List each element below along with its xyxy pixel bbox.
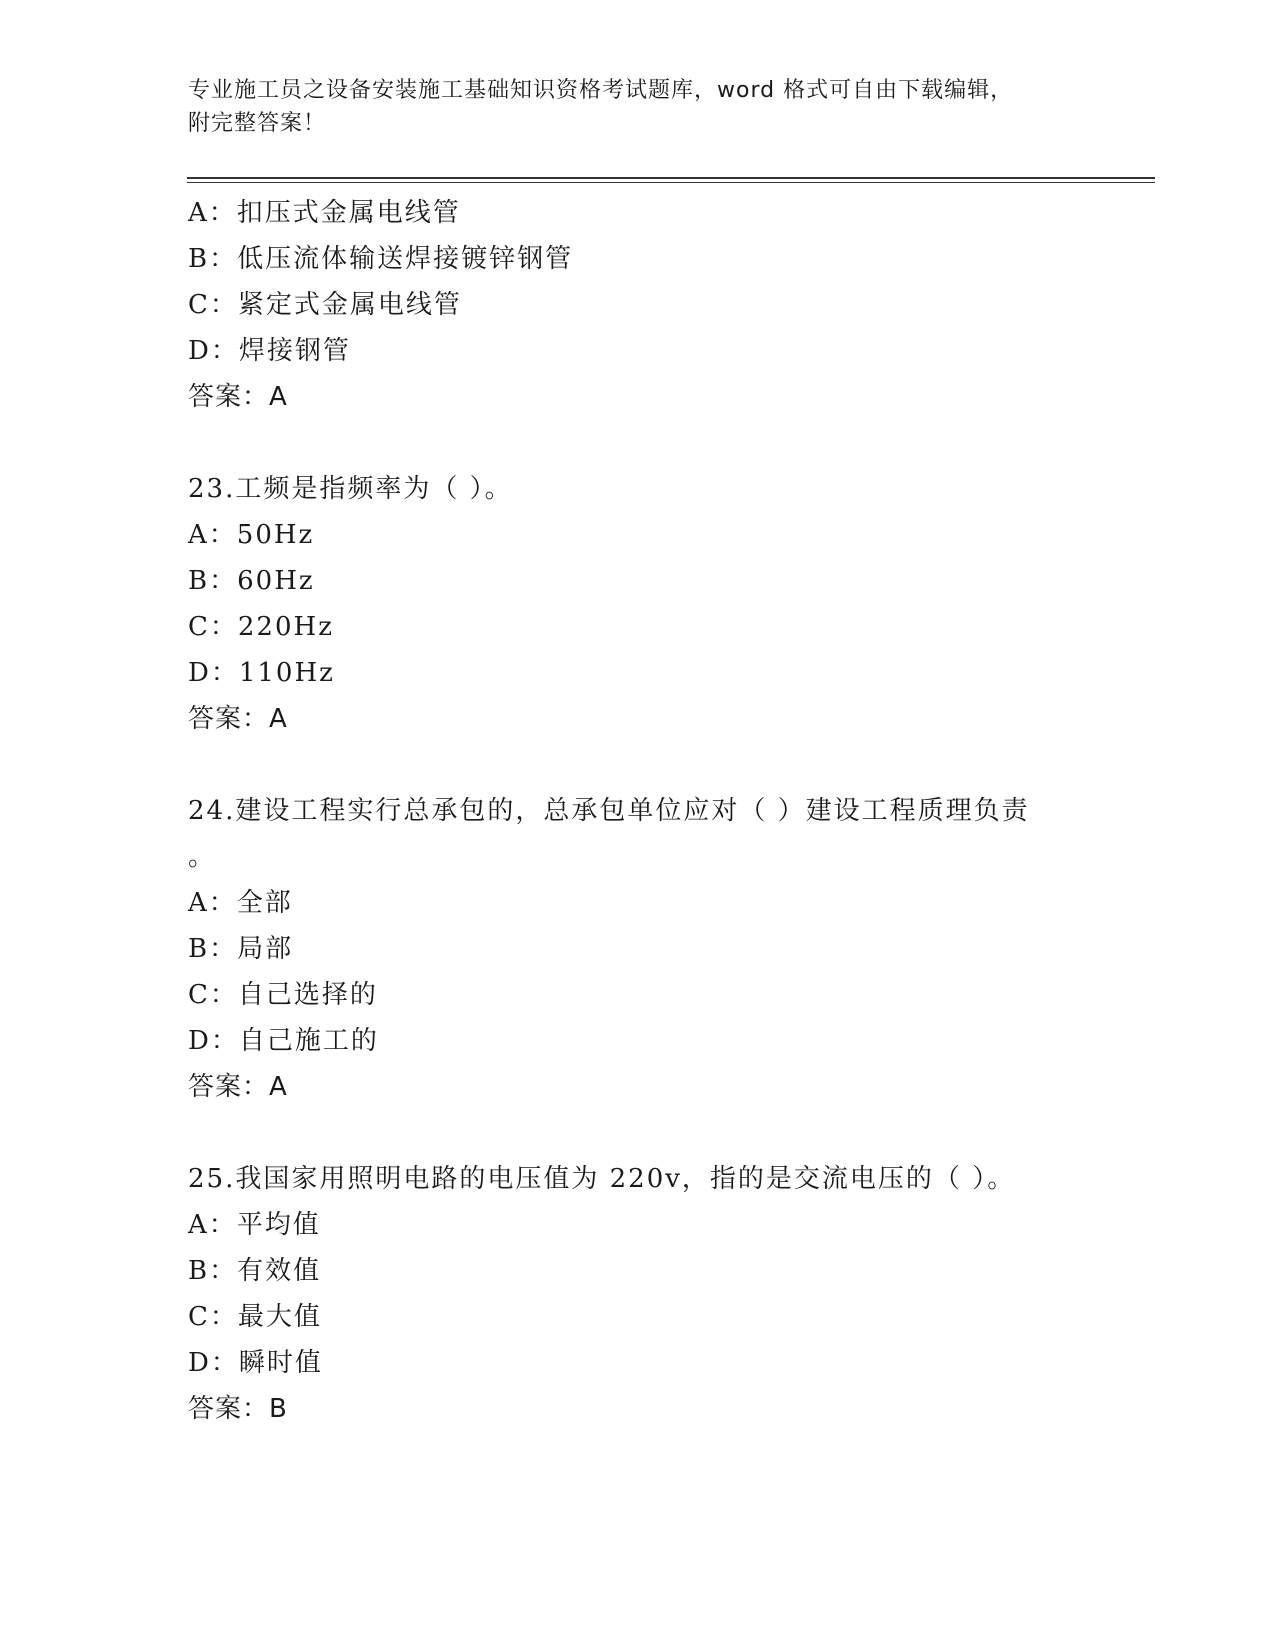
document-header [188,74,1088,140]
option-a: A：50Hz [188,520,315,550]
header-divider-thin [187,182,1155,183]
question-22 [188,190,1088,420]
option-c: C：最大值 [188,1302,322,1332]
question-stem: 24.建设工程实行总承包的，总承包单位应对（ ）建设工程质理负责 [188,796,1030,826]
option-d: D：瞬时值 [188,1348,323,1378]
spacer [188,420,1088,466]
spacer [188,742,1088,788]
option-a: A：扣压式金属电线管 [188,198,461,228]
header-line-2: 附完整答案！ [188,111,327,136]
option-d: D：焊接钢管 [188,336,351,366]
answer-line: 答案：A [188,382,288,412]
option-c: C：220Hz [188,612,334,642]
header-line-1: 专业施工员之设备安装施工基础知识资格考试题库，word 格式可自由下载编辑， [188,78,1014,103]
option-b: B：有效值 [188,1256,322,1286]
question-list [188,190,1088,1432]
option-b: B：局部 [188,934,294,964]
option-a: A：全部 [188,888,293,918]
answer-line: 答案：B [188,1394,288,1424]
option-b: B：60Hz [188,566,315,596]
question-stem-continuation: 。 [188,842,217,872]
question-23 [188,466,1088,742]
spacer [188,1110,1088,1156]
option-c: C：自己选择的 [188,980,378,1010]
question-24 [188,788,1088,1110]
answer-line: 答案：A [188,704,288,734]
option-b: B：低压流体输送焊接镀锌钢管 [188,244,574,274]
question-stem: 25.我国家用照明电路的电压值为 220v，指的是交流电压的（ ）。 [188,1164,1016,1194]
question-stem: 23.工频是指频率为（ ）。 [188,474,513,504]
question-25 [188,1156,1088,1432]
option-a: A：平均值 [188,1210,321,1240]
answer-line: 答案：A [188,1072,288,1102]
option-d: D：自己施工的 [188,1026,379,1056]
option-c: C：紧定式金属电线管 [188,290,462,320]
header-divider-thick [187,177,1155,179]
option-d: D：110Hz [188,658,335,688]
